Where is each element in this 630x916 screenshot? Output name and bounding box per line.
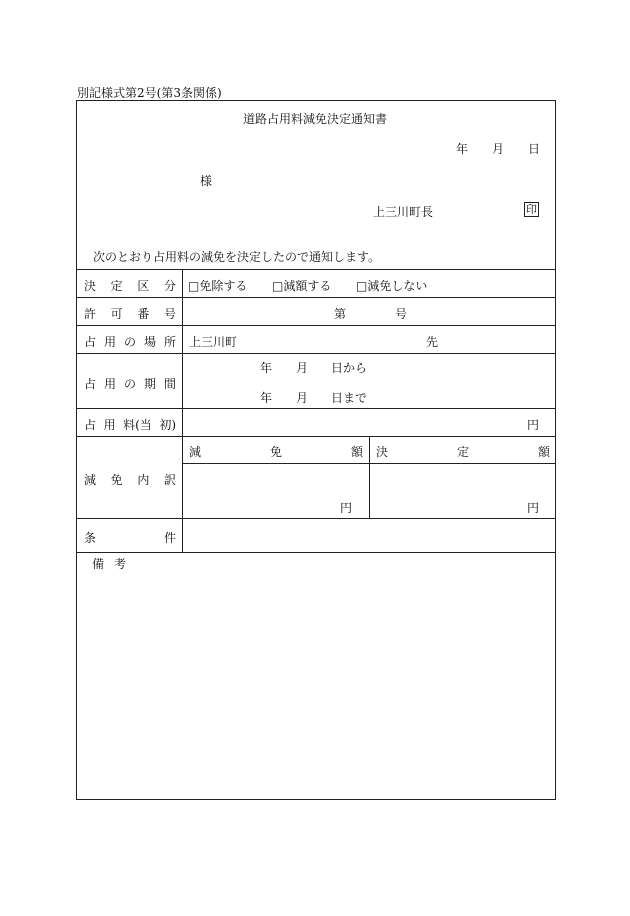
permit-label: 許 可 番 号 xyxy=(84,307,176,321)
decision-label: 決 定 区 分 xyxy=(84,279,176,293)
reduction-amount-header: 減 免 額 xyxy=(189,445,363,459)
option-exempt-checkbox[interactable]: □免除する xyxy=(188,279,248,293)
period-from-month: 月 xyxy=(296,361,309,375)
decided-amount-header: 決 定 額 xyxy=(376,445,550,459)
rule-period-top xyxy=(76,353,556,354)
conditions-label: 条 件 xyxy=(84,531,176,545)
breakdown-label: 減 免 内 訳 xyxy=(84,473,176,487)
remarks-label: 備 考 xyxy=(92,557,127,571)
permit-suffix: 号 xyxy=(395,307,408,321)
rule-fee-top xyxy=(76,408,556,409)
intro-text: 次のとおり占用料の減免を決定したので通知します。 xyxy=(93,250,381,264)
option-none-checkbox[interactable]: □減免しない xyxy=(356,279,428,293)
period-from-day: 日から xyxy=(331,361,368,375)
rule-label-column xyxy=(182,269,183,552)
option-reduce-checkbox[interactable]: □減額する xyxy=(272,279,332,293)
period-to-day: 日まで xyxy=(331,391,368,405)
fee-label: 占 用 料(当 初) xyxy=(84,418,176,432)
form-caption: 別記様式第2号(第3条関係) xyxy=(77,86,222,100)
reduction-unit: 円 xyxy=(340,501,353,515)
place-town: 上三川町 xyxy=(189,335,238,349)
rule-breakdown-split xyxy=(369,436,370,518)
issuer-name: 上三川町長 xyxy=(373,205,434,219)
rule-conditions-top xyxy=(76,518,556,519)
date-year: 年 xyxy=(456,142,469,156)
decided-unit: 円 xyxy=(527,501,540,515)
rule-decision-top xyxy=(76,269,556,270)
seal-icon: 印 xyxy=(526,203,537,216)
document-title: 道路占用料減免決定通知書 xyxy=(242,112,387,126)
period-label: 占 用 の 期 間 xyxy=(84,377,176,391)
rule-remarks-top xyxy=(76,552,556,553)
period-to-year: 年 xyxy=(260,391,273,405)
rule-permit-top xyxy=(76,297,556,298)
permit-prefix: 第 xyxy=(334,307,347,321)
date-day: 日 xyxy=(528,142,541,156)
period-to-month: 月 xyxy=(296,391,309,405)
fee-unit: 円 xyxy=(527,418,540,432)
seal-mark xyxy=(524,202,539,217)
place-label: 占 用 の 場 所 xyxy=(84,335,176,349)
period-from-year: 年 xyxy=(260,361,273,375)
rule-breakdown-top xyxy=(76,436,556,437)
date-month: 月 xyxy=(492,142,505,156)
rule-place-top xyxy=(76,325,556,326)
addressee-suffix: 様 xyxy=(200,174,213,188)
place-suffix: 先 xyxy=(426,335,439,349)
